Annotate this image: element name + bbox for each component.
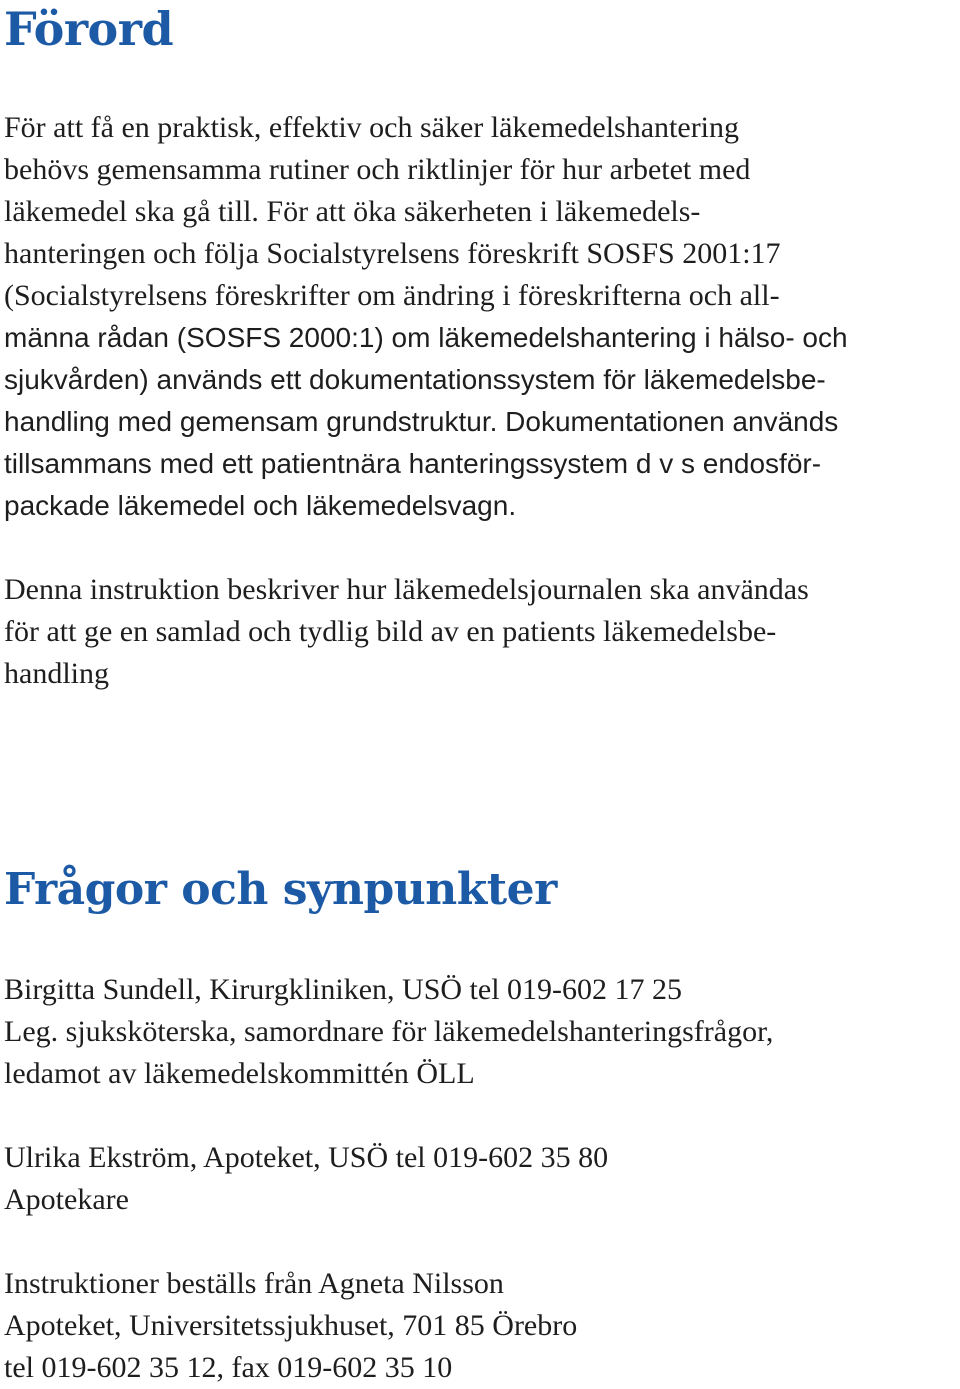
text-line: sjukvården) används ett dokumentationssystem för läkemedelsbe- — [4, 364, 826, 395]
ordering-info — [4, 1263, 960, 1389]
text-line: För att få en praktisk, effektiv och säker läkemedelshantering — [4, 111, 740, 144]
text-line: Apotekare — [4, 1183, 129, 1216]
text-line: för att ge en samlad och tydlig bild av en patients läkemedelsbe- — [4, 615, 777, 648]
text-line: Apoteket, Universitetssjukhuset, 701 85 Örebro — [4, 1309, 578, 1342]
text-line: läkemedel ska gå till. För att öka säkerheten i läkemedels- — [4, 195, 701, 228]
text-line: behövs gemensamma rutiner och riktlinjer för hur arbetet med — [4, 153, 751, 186]
foreword-heading: Förord — [4, 2, 174, 56]
text-line: hanteringen och följa Socialstyrelsens föreskrift SOSFS 2001:17 — [4, 237, 781, 270]
questions-heading: Frågor och synpunkter — [4, 864, 557, 915]
text-line: Instruktioner beställs från Agneta Nilsson — [4, 1267, 504, 1300]
text-line: tel 019-602 35 12, fax 019-602 35 10 — [4, 1351, 453, 1384]
text-line: packade läkemedel och läkemedelsvagn. — [4, 490, 517, 521]
text-line: handling med gemensam grundstruktur. Dokumentationen används — [4, 406, 839, 437]
text-line: handling — [4, 657, 109, 690]
text-line: männa rådan (SOSFS 2000:1) om läkemedelshantering i hälso- och — [4, 322, 848, 353]
text-line: Denna instruktion beskriver hur läkemedelsjournalen ska användas — [4, 573, 809, 606]
text-line: tillsammans med ett patientnära hanteringssystem d v s endosför- — [4, 448, 822, 479]
text-line: Birgitta Sundell, Kirurgkliniken, USÖ tel 019-602 17 25 — [4, 973, 683, 1006]
text-line: ledamot av läkemedelskommittén ÖLL — [4, 1057, 475, 1090]
contact-ulrika-ekstrom — [4, 1137, 960, 1221]
foreword-paragraph-2 — [4, 569, 960, 695]
text-line: (Socialstyrelsens föreskrifter om ändring i föreskrifterna och all- — [4, 279, 780, 312]
text-line: Leg. sjuksköterska, samordnare för läkemedelshanteringsfrågor, — [4, 1015, 774, 1048]
contact-birgitta-sundell — [4, 969, 960, 1095]
foreword-paragraph-1 — [4, 107, 960, 527]
text-line: Ulrika Ekström, Apoteket, USÖ tel 019-602 35 80 — [4, 1141, 609, 1174]
